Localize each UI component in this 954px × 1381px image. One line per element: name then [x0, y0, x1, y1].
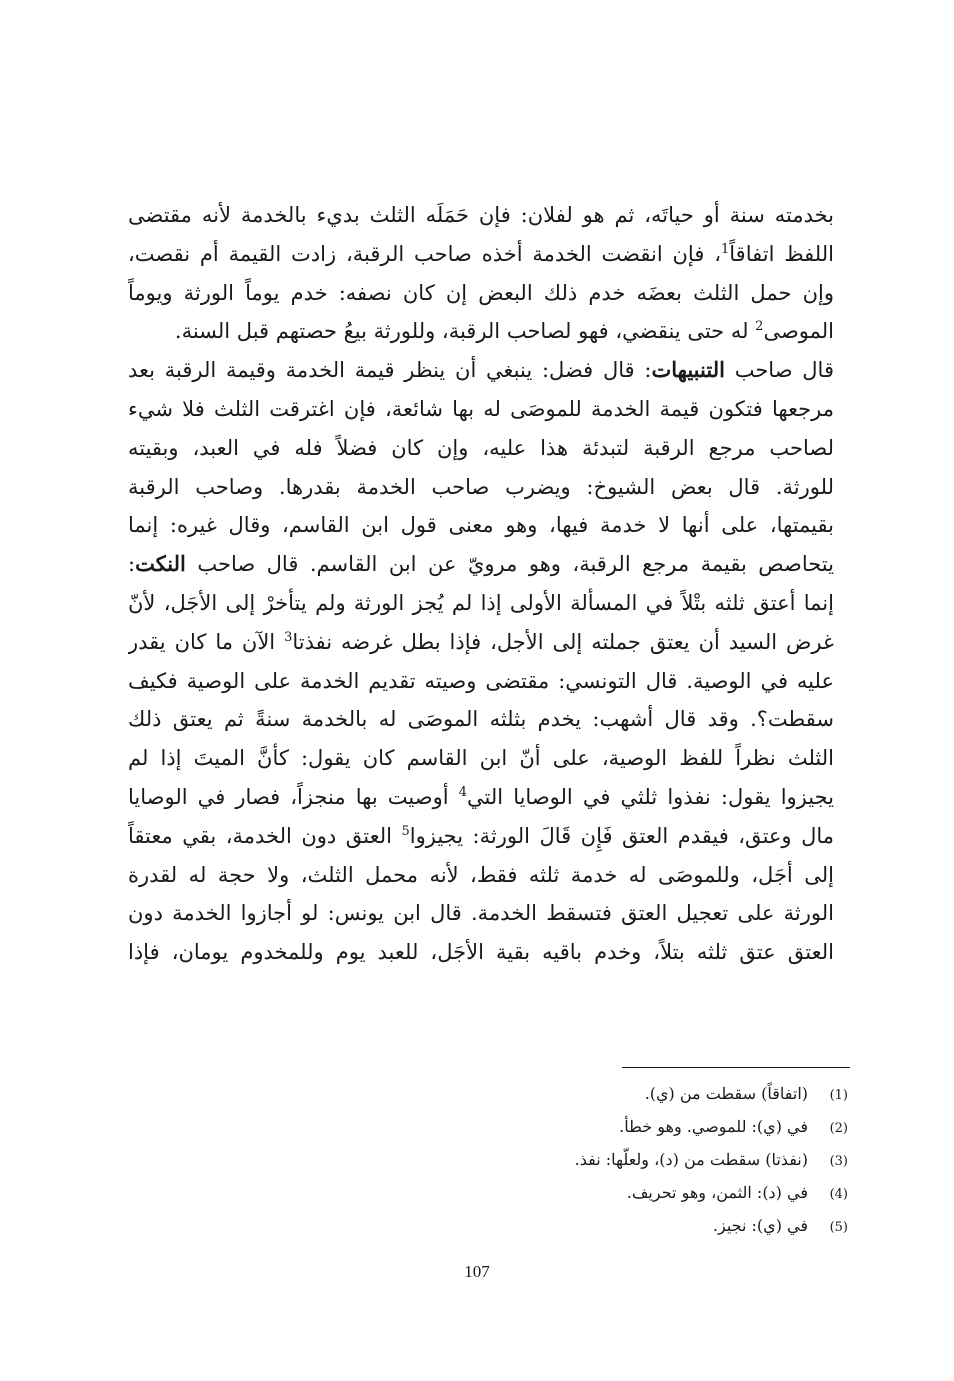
page-number: 107 [464, 1262, 490, 1281]
text-line: بخدمته سنة أو حياتَه، ثم هو لفلان: فإن حَمَلَه الثلث بديء بالخدمة لأنه مقتضى [128, 203, 834, 227]
footnote-number: (2) [829, 1121, 848, 1136]
footnote-number: (1) [829, 1088, 848, 1103]
text-line: مرجعها فتكون قيمة الخدمة للموصَى له بها شائعة، فإن اغترقت الثلث فلا شيء [128, 396, 834, 421]
text-line: الموصى$^2$ له حتى ينقضي، فهو لصاحب الرقبة، وللورثة بيعُ حصتهم قبل السنة. [174, 319, 834, 344]
text-line: مال وعتق، فيقدم العتق فَإِن قَالَ الورثة: يجيزوا$^5$ العتق دون الخدمة، بقي معتقاً [128, 823, 834, 848]
footnote [248, 1144, 848, 1177]
footnotes [248, 1078, 848, 1243]
text-line: غرض السيد أن يعتق جملته إلى الأجل، فإذا بطل غرضه نفذتا$^3$ الآن ما كان يقدر [128, 629, 834, 654]
text-line: اللفظ اتفاقاً$^1$، فإن انقضت الخدمة أخذه صاحب الرقبة، زادت القيمة أم نقصت، [128, 241, 834, 266]
source-title: التنبيهات [651, 357, 725, 383]
footnote [248, 1078, 848, 1111]
footnote-marker: 4 [458, 784, 467, 800]
footnote-number: (4) [829, 1187, 848, 1202]
main-text [128, 196, 834, 972]
footnote-marker: 2 [755, 319, 764, 335]
footnote-separator [622, 1067, 850, 1068]
footnote-marker: 5 [401, 823, 410, 839]
footnote-number: (5) [829, 1220, 848, 1235]
text-line: إلى أجَل، وللموصَى له خدمة ثلثه فقط، لأنه محمل الثلث، ولا حجة له لقدرة [128, 862, 834, 887]
text-line: إنما أعتق ثلثه بتْلاً في المسألة الأولى إذا لم يُجز الورثة ولم يتأخرْ إلى الأجَل، لأنّ [128, 590, 834, 615]
footnote-text: في (ي): للموصي. وهو خطأ. [619, 1117, 808, 1136]
text-line: الورثة على تعجيل العتق فتسقط الخدمة. قال ابن يونس: لو أجازوا الخدمة دون [128, 901, 834, 926]
text-line: الثلث نظراً للفظ الوصية، على أنّ ابن القاسم كان يقول: كأنَّ الميتَ إذا لم [128, 746, 834, 771]
footnote-text: في (ي): نجيز. [712, 1216, 808, 1235]
text-line: قال صاحب التنبيهات: قال فضل: ينبغي أن ينظر قيمة الخدمة وقيمة الرقبة بعد [128, 357, 834, 383]
text-line: العتق عتق ثلثه بتلاً، وخدم باقيه بقية الأجَل، للعبد يوم وللمخدوم يومان، فإذا [128, 940, 834, 965]
footnote-text: (اتفاقاً) سقطت من (ي). [644, 1084, 808, 1103]
text-line: بقيمتها، على أنها لا خدمة فيها، وهو معنى قول ابن القاسم، وقال غيره: إنما [128, 513, 834, 538]
text-line: عليه في الوصية. قال التونسي: مقتضى وصيته تقديم الخدمة على الوصية فكيف [128, 668, 834, 693]
footnote [248, 1111, 848, 1144]
text-line: يتحاصص بقيمة مرجع الرقبة، وهو مرويّ عن ابن القاسم. قال صاحب النكت: [128, 551, 834, 577]
source-title: النكت [135, 551, 186, 577]
footnote-text: (نفذتا) سقطت من (د)، ولعلّها: نفذ. [574, 1150, 808, 1169]
footnote-marker: 3 [284, 629, 293, 645]
text-line: وإن حمل الثلث بعضَه خدم ذلك البعض إن كان نصفه: خدم يوماً الورثة ويوماً [128, 280, 834, 305]
text-line: يجيزوا يقول: نفذوا ثلثي في الوصايا التي$^4$ أوصيت بها منجزاً، فصار في الوصايا [128, 784, 834, 809]
footnote-text: في (د): الثمن، وهو تحريف. [626, 1183, 808, 1202]
text-line: لصاحب مرجع الرقبة لتبدئة هذا عليه، وإن كان فضلاً فله في العبد، وبقيته [128, 435, 834, 460]
footnote [248, 1210, 848, 1243]
footnote-number: (3) [829, 1154, 848, 1169]
text-line: سقطت؟. وقد قال أشهب: يخدم بثلثه الموصَى له بالخدمة سنةً ثم يعتق ذلك [128, 707, 834, 732]
text-line: للورثة. قال بعض الشيوخ: ويضرب صاحب الخدمة بقدرها. وصاحب الرقبة [128, 474, 834, 499]
footnote [248, 1177, 848, 1210]
footnote-marker: 1 [720, 241, 730, 257]
